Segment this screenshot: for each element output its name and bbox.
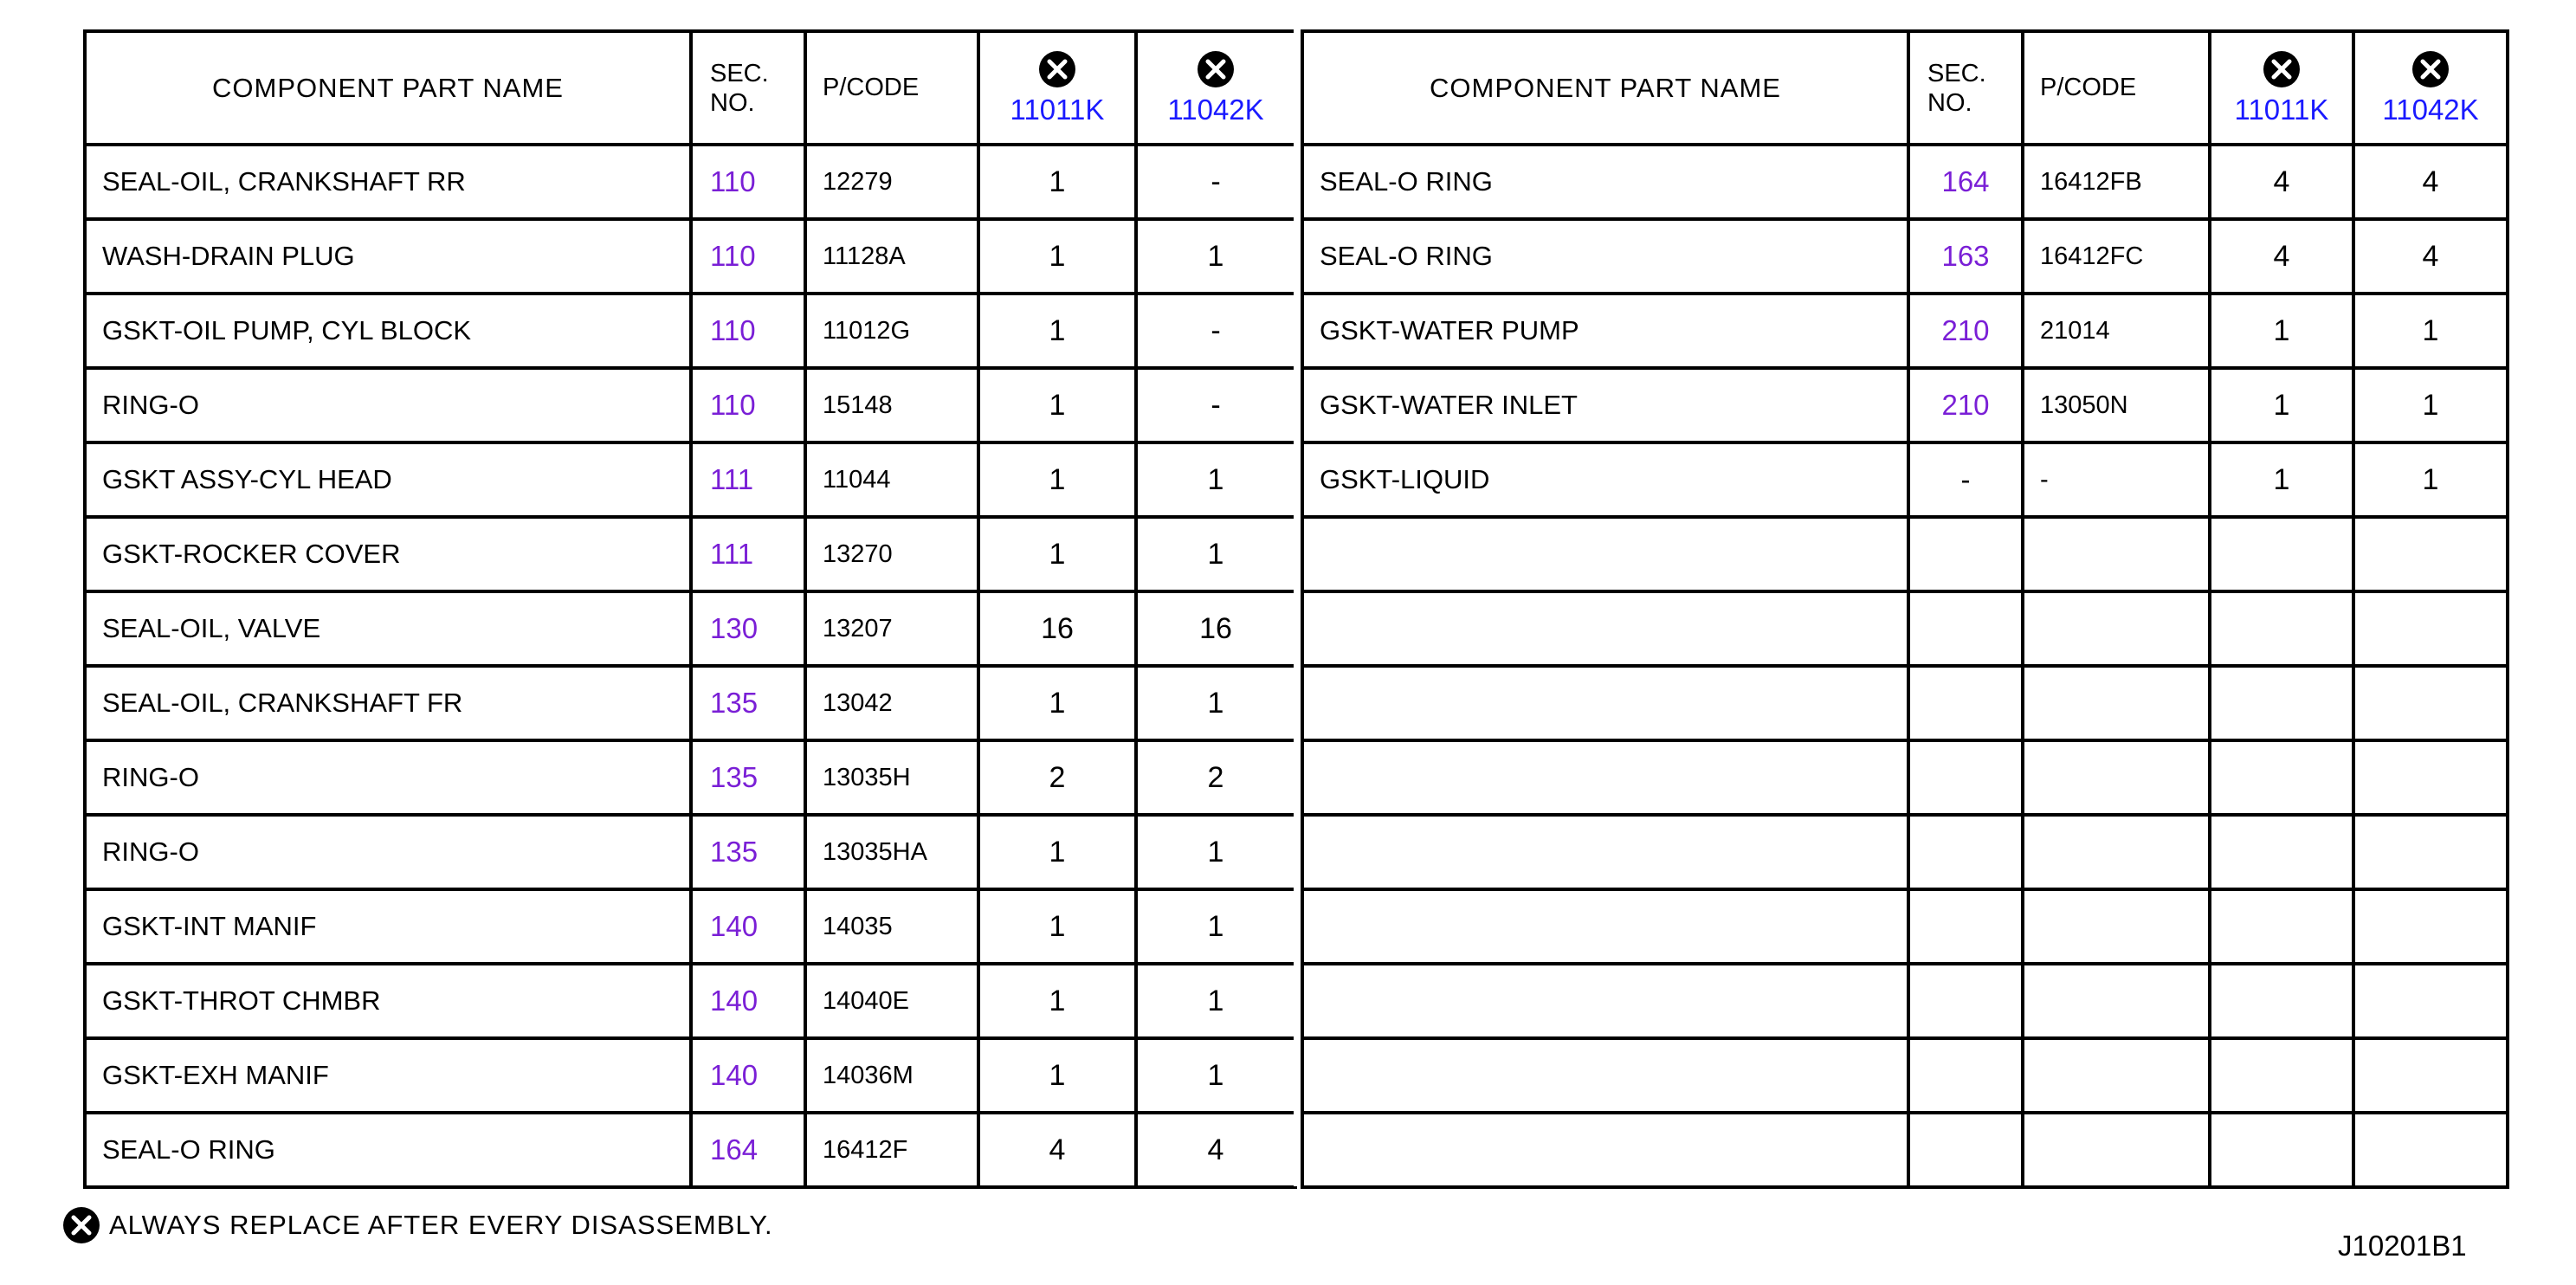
sec-no-cell: 110: [691, 368, 805, 442]
qty-model-a-cell: [2210, 815, 2353, 889]
table-row: [85, 442, 1295, 517]
table-row: [85, 294, 1295, 368]
pcode-cell: [2023, 740, 2210, 815]
parts-table-right: [1301, 29, 2509, 1189]
part-name-cell: SEAL-OIL, CRANKSHAFT RR: [85, 145, 691, 219]
pcode-cell: 13042: [805, 666, 978, 740]
table-divider: [1294, 29, 1301, 1186]
qty-model-a-cell: 2: [978, 740, 1136, 815]
header-pcode: P/CODE: [805, 31, 978, 145]
table-row: [85, 666, 1295, 740]
qty-model-a-cell: 1: [978, 442, 1136, 517]
qty-model-b-cell: 1: [1136, 815, 1295, 889]
pcode-cell: 11128A: [805, 219, 978, 294]
qty-model-b-cell: 1: [2353, 368, 2508, 442]
x-circle-icon: [1197, 50, 1235, 88]
qty-model-a-cell: 1: [978, 964, 1136, 1038]
part-name-cell: SEAL-OIL, CRANKSHAFT FR: [85, 666, 691, 740]
table-row: [1302, 145, 2508, 219]
parts-list-frame: [83, 29, 2506, 1186]
qty-model-a-cell: [2210, 1113, 2353, 1187]
qty-model-a-cell: 4: [2210, 145, 2353, 219]
qty-model-a-cell: 1: [2210, 294, 2353, 368]
sec-no-cell: [1908, 964, 2023, 1038]
pcode-cell: 14035: [805, 889, 978, 964]
sec-no-cell: 130: [691, 591, 805, 666]
table-row: [1302, 1113, 2508, 1187]
sec-no-cell: 111: [691, 442, 805, 517]
table-row: [1302, 442, 2508, 517]
sec-no-cell: [1908, 1113, 2023, 1187]
sec-no-cell: [1908, 815, 2023, 889]
pcode-cell: [2023, 1038, 2210, 1113]
header-model-b: 11042K: [2353, 31, 2508, 145]
qty-model-b-cell: -: [1136, 368, 1295, 442]
qty-model-b-cell: 1: [1136, 666, 1295, 740]
part-name-cell: SEAL-O RING: [1302, 145, 1908, 219]
part-name-cell: SEAL-OIL, VALVE: [85, 591, 691, 666]
part-name-cell: SEAL-O RING: [85, 1113, 691, 1187]
part-name-cell: [1302, 964, 1908, 1038]
sec-no-cell: [1908, 666, 2023, 740]
qty-model-b-cell: 1: [1136, 1038, 1295, 1113]
table-row: [1302, 294, 2508, 368]
part-name-cell: GSKT-WATER INLET: [1302, 368, 1908, 442]
pcode-cell: 14036M: [805, 1038, 978, 1113]
part-name-cell: GSKT ASSY-CYL HEAD: [85, 442, 691, 517]
qty-model-a-cell: 1: [978, 666, 1136, 740]
sec-no-cell: [1908, 1038, 2023, 1113]
qty-model-b-cell: [2353, 666, 2508, 740]
qty-model-a-cell: [2210, 666, 2353, 740]
sec-no-cell: [1908, 591, 2023, 666]
qty-model-a-cell: [2210, 964, 2353, 1038]
qty-model-b-cell: [2353, 1038, 2508, 1113]
part-name-cell: GSKT-EXH MANIF: [85, 1038, 691, 1113]
pcode-cell: 16412F: [805, 1113, 978, 1187]
part-name-cell: [1302, 815, 1908, 889]
pcode-cell: 14040E: [805, 964, 978, 1038]
table-header-row: [1302, 31, 2508, 145]
header-sec-no: SEC. NO.: [1908, 31, 2023, 145]
sec-no-cell: -: [1908, 442, 2023, 517]
x-circle-icon: [1038, 50, 1076, 88]
sec-no-cell: 110: [691, 219, 805, 294]
part-name-cell: GSKT-ROCKER COVER: [85, 517, 691, 591]
part-name-cell: GSKT-LIQUID: [1302, 442, 1908, 517]
table-row: [1302, 666, 2508, 740]
qty-model-a-cell: 1: [978, 145, 1136, 219]
qty-model-b-cell: 1: [1136, 517, 1295, 591]
qty-model-a-cell: 1: [978, 1038, 1136, 1113]
qty-model-a-cell: 1: [978, 517, 1136, 591]
sec-no-cell: 110: [691, 145, 805, 219]
qty-model-b-cell: [2353, 591, 2508, 666]
parts-table-left: [83, 29, 1297, 1189]
qty-model-b-cell: -: [1136, 145, 1295, 219]
header-component-part-name: COMPONENT PART NAME: [1302, 31, 1908, 145]
header-sec-no: SEC. NO.: [691, 31, 805, 145]
sec-no-cell: 135: [691, 666, 805, 740]
pcode-cell: -: [2023, 442, 2210, 517]
part-name-cell: RING-O: [85, 815, 691, 889]
part-name-cell: WASH-DRAIN PLUG: [85, 219, 691, 294]
figure-reference: J10201B1: [2338, 1230, 2467, 1262]
sec-no-cell: 210: [1908, 368, 2023, 442]
qty-model-b-cell: [2353, 517, 2508, 591]
table-header-row: [85, 31, 1295, 145]
sec-no-cell: 164: [1908, 145, 2023, 219]
qty-model-b-cell: [2353, 815, 2508, 889]
pcode-cell: 21014: [2023, 294, 2210, 368]
x-circle-icon: [62, 1206, 100, 1244]
qty-model-b-cell: 4: [1136, 1113, 1295, 1187]
pcode-cell: 16412FB: [2023, 145, 2210, 219]
x-circle-icon: [2263, 50, 2301, 88]
pcode-cell: 11044: [805, 442, 978, 517]
part-name-cell: [1302, 591, 1908, 666]
footnote: [62, 1205, 773, 1245]
qty-model-a-cell: 4: [978, 1113, 1136, 1187]
qty-model-b-cell: 1: [1136, 964, 1295, 1038]
sec-no-cell: 164: [691, 1113, 805, 1187]
pcode-cell: 16412FC: [2023, 219, 2210, 294]
pcode-cell: 13035HA: [805, 815, 978, 889]
table-row: [85, 964, 1295, 1038]
part-name-cell: RING-O: [85, 368, 691, 442]
table-row: [1302, 964, 2508, 1038]
pcode-cell: [2023, 964, 2210, 1038]
qty-model-b-cell: 4: [2353, 145, 2508, 219]
table-row: [85, 219, 1295, 294]
qty-model-b-cell: [2353, 740, 2508, 815]
sec-no-cell: 135: [691, 815, 805, 889]
qty-model-a-cell: 1: [978, 815, 1136, 889]
sec-no-cell: 135: [691, 740, 805, 815]
pcode-cell: [2023, 815, 2210, 889]
header-model-a: 11011K: [2210, 31, 2353, 145]
part-name-cell: SEAL-O RING: [1302, 219, 1908, 294]
table-row: [1302, 368, 2508, 442]
table-row: [85, 517, 1295, 591]
qty-model-a-cell: [2210, 1038, 2353, 1113]
pcode-cell: [2023, 889, 2210, 964]
qty-model-a-cell: 1: [978, 368, 1136, 442]
pcode-cell: [2023, 591, 2210, 666]
qty-model-a-cell: [2210, 740, 2353, 815]
part-name-cell: GSKT-INT MANIF: [85, 889, 691, 964]
qty-model-b-cell: [2353, 964, 2508, 1038]
table-row: [1302, 517, 2508, 591]
qty-model-b-cell: [2353, 889, 2508, 964]
qty-model-b-cell: 1: [2353, 294, 2508, 368]
qty-model-a-cell: 1: [2210, 368, 2353, 442]
table-row: [1302, 591, 2508, 666]
qty-model-a-cell: 16: [978, 591, 1136, 666]
header-model-b: 11042K: [1136, 31, 1295, 145]
sec-no-cell: 110: [691, 294, 805, 368]
sec-no-cell: 140: [691, 1038, 805, 1113]
pcode-cell: 11012G: [805, 294, 978, 368]
part-name-cell: GSKT-WATER PUMP: [1302, 294, 1908, 368]
sec-no-cell: 140: [691, 964, 805, 1038]
part-name-cell: GSKT-THROT CHMBR: [85, 964, 691, 1038]
pcode-cell: 13207: [805, 591, 978, 666]
table-row: [85, 889, 1295, 964]
qty-model-b-cell: 1: [1136, 442, 1295, 517]
table-row: [1302, 889, 2508, 964]
table-row: [85, 1113, 1295, 1187]
part-name-cell: [1302, 889, 1908, 964]
pcode-cell: 12279: [805, 145, 978, 219]
part-name-cell: [1302, 666, 1908, 740]
qty-model-a-cell: 4: [2210, 219, 2353, 294]
table-row: [1302, 1038, 2508, 1113]
qty-model-a-cell: 1: [2210, 442, 2353, 517]
table-row: [1302, 219, 2508, 294]
x-circle-icon: [2411, 50, 2450, 88]
pcode-cell: [2023, 517, 2210, 591]
footnote-text: ALWAYS REPLACE AFTER EVERY DISASSEMBLY.: [109, 1210, 773, 1240]
sec-no-cell: [1908, 889, 2023, 964]
part-name-cell: [1302, 1038, 1908, 1113]
part-name-cell: GSKT-OIL PUMP, CYL BLOCK: [85, 294, 691, 368]
qty-model-a-cell: 1: [978, 889, 1136, 964]
qty-model-a-cell: [2210, 517, 2353, 591]
qty-model-b-cell: 16: [1136, 591, 1295, 666]
part-name-cell: [1302, 517, 1908, 591]
qty-model-b-cell: [2353, 1113, 2508, 1187]
qty-model-a-cell: 1: [978, 294, 1136, 368]
pcode-cell: 13270: [805, 517, 978, 591]
table-row: [1302, 740, 2508, 815]
pcode-cell: [2023, 666, 2210, 740]
qty-model-b-cell: 1: [1136, 889, 1295, 964]
qty-model-b-cell: 1: [1136, 219, 1295, 294]
qty-model-b-cell: 1: [2353, 442, 2508, 517]
qty-model-a-cell: 1: [978, 219, 1136, 294]
part-name-cell: [1302, 740, 1908, 815]
pcode-cell: 13050N: [2023, 368, 2210, 442]
pcode-cell: 13035H: [805, 740, 978, 815]
qty-model-b-cell: 2: [1136, 740, 1295, 815]
sec-no-cell: 111: [691, 517, 805, 591]
part-name-cell: RING-O: [85, 740, 691, 815]
table-row: [85, 368, 1295, 442]
part-name-cell: [1302, 1113, 1908, 1187]
sec-no-cell: [1908, 517, 2023, 591]
header-pcode: P/CODE: [2023, 31, 2210, 145]
qty-model-a-cell: [2210, 591, 2353, 666]
table-row: [85, 740, 1295, 815]
sec-no-cell: 140: [691, 889, 805, 964]
sec-no-cell: 210: [1908, 294, 2023, 368]
header-model-a: 11011K: [978, 31, 1136, 145]
table-row: [85, 1038, 1295, 1113]
table-row: [1302, 815, 2508, 889]
qty-model-b-cell: -: [1136, 294, 1295, 368]
qty-model-a-cell: [2210, 889, 2353, 964]
sec-no-cell: [1908, 740, 2023, 815]
table-row: [85, 145, 1295, 219]
header-component-part-name: COMPONENT PART NAME: [85, 31, 691, 145]
qty-model-b-cell: 4: [2353, 219, 2508, 294]
table-row: [85, 815, 1295, 889]
table-row: [85, 591, 1295, 666]
pcode-cell: [2023, 1113, 2210, 1187]
sec-no-cell: 163: [1908, 219, 2023, 294]
pcode-cell: 15148: [805, 368, 978, 442]
